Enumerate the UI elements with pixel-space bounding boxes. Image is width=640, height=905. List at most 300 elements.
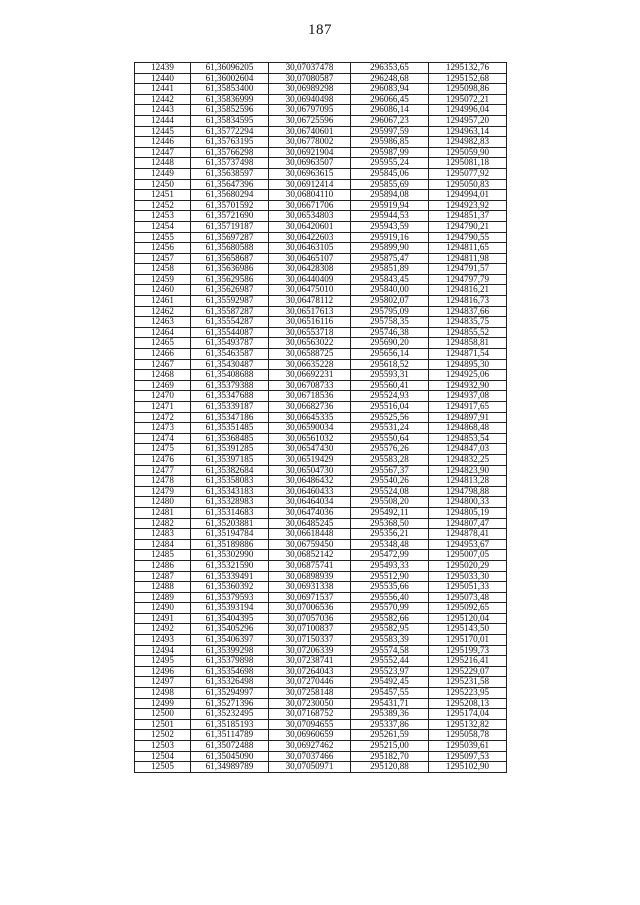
x-coordinate-cell: 295840,00 xyxy=(351,285,429,296)
table-row xyxy=(135,454,507,465)
y-coordinate-cell: 1294816,73 xyxy=(429,296,507,307)
table-row xyxy=(135,550,507,561)
table-row xyxy=(135,84,507,95)
y-coordinate-cell: 1295098,86 xyxy=(429,84,507,95)
longitude-cell: 30,06921904 xyxy=(269,147,351,158)
table-row xyxy=(135,158,507,169)
table-row xyxy=(135,115,507,126)
point-id-cell: 12465 xyxy=(135,338,191,349)
table-row xyxy=(135,423,507,434)
y-coordinate-cell: 1295058,78 xyxy=(429,730,507,741)
longitude-cell: 30,07037478 xyxy=(269,63,351,74)
longitude-cell: 30,06927462 xyxy=(269,741,351,752)
latitude-cell: 61,35766298 xyxy=(191,147,269,158)
x-coordinate-cell: 295472,99 xyxy=(351,550,429,561)
longitude-cell: 30,07206339 xyxy=(269,645,351,656)
longitude-cell: 30,06645335 xyxy=(269,412,351,423)
y-coordinate-cell: 1294982,83 xyxy=(429,137,507,148)
latitude-cell: 61,35347688 xyxy=(191,391,269,402)
point-id-cell: 12490 xyxy=(135,603,191,614)
y-coordinate-cell: 1294832,25 xyxy=(429,454,507,465)
y-coordinate-cell: 1295051,33 xyxy=(429,582,507,593)
table-row xyxy=(135,105,507,116)
latitude-cell: 61,35339187 xyxy=(191,402,269,413)
y-coordinate-cell: 1295229,07 xyxy=(429,666,507,677)
table-row xyxy=(135,370,507,381)
longitude-cell: 30,06553718 xyxy=(269,327,351,338)
latitude-cell: 61,35405296 xyxy=(191,624,269,635)
point-id-cell: 12466 xyxy=(135,349,191,360)
x-coordinate-cell: 295875,47 xyxy=(351,253,429,264)
latitude-cell: 61,35853400 xyxy=(191,84,269,95)
longitude-cell: 30,07006536 xyxy=(269,603,351,614)
point-id-cell: 12473 xyxy=(135,423,191,434)
y-coordinate-cell: 1294811,65 xyxy=(429,243,507,254)
y-coordinate-cell: 1294996,04 xyxy=(429,105,507,116)
table-row xyxy=(135,497,507,508)
longitude-cell: 30,06635228 xyxy=(269,359,351,370)
x-coordinate-cell: 295552,44 xyxy=(351,656,429,667)
table-row xyxy=(135,592,507,603)
point-id-cell: 12461 xyxy=(135,296,191,307)
latitude-cell: 61,35328983 xyxy=(191,497,269,508)
x-coordinate-cell: 295570,99 xyxy=(351,603,429,614)
latitude-cell: 61,35701592 xyxy=(191,200,269,211)
y-coordinate-cell: 1295216,41 xyxy=(429,656,507,667)
longitude-cell: 30,07100837 xyxy=(269,624,351,635)
y-coordinate-cell: 1294797,79 xyxy=(429,274,507,285)
x-coordinate-cell: 295582,66 xyxy=(351,613,429,624)
point-id-cell: 12476 xyxy=(135,454,191,465)
y-coordinate-cell: 1294895,30 xyxy=(429,359,507,370)
table-row xyxy=(135,476,507,487)
longitude-cell: 30,06708733 xyxy=(269,380,351,391)
latitude-cell: 61,35194784 xyxy=(191,529,269,540)
y-coordinate-cell: 1294932,90 xyxy=(429,380,507,391)
longitude-cell: 30,06740601 xyxy=(269,126,351,137)
y-coordinate-cell: 1294816,21 xyxy=(429,285,507,296)
x-coordinate-cell: 295516,04 xyxy=(351,402,429,413)
x-coordinate-cell: 295368,50 xyxy=(351,518,429,529)
table-row xyxy=(135,433,507,444)
latitude-cell: 61,35347186 xyxy=(191,412,269,423)
latitude-cell: 61,35737498 xyxy=(191,158,269,169)
point-id-cell: 12481 xyxy=(135,507,191,518)
longitude-cell: 30,07230050 xyxy=(269,698,351,709)
y-coordinate-cell: 1295231,58 xyxy=(429,677,507,688)
longitude-cell: 30,06516116 xyxy=(269,317,351,328)
table-row xyxy=(135,243,507,254)
point-id-cell: 12489 xyxy=(135,592,191,603)
y-coordinate-cell: 1294855,52 xyxy=(429,327,507,338)
y-coordinate-cell: 1294837,66 xyxy=(429,306,507,317)
longitude-cell: 30,06960659 xyxy=(269,730,351,741)
latitude-cell: 61,35592987 xyxy=(191,296,269,307)
x-coordinate-cell: 295457,55 xyxy=(351,688,429,699)
latitude-cell: 61,35493787 xyxy=(191,338,269,349)
table-row xyxy=(135,666,507,677)
longitude-cell: 30,06718536 xyxy=(269,391,351,402)
y-coordinate-cell: 1294853,54 xyxy=(429,433,507,444)
table-row xyxy=(135,211,507,222)
x-coordinate-cell: 296083,94 xyxy=(351,84,429,95)
longitude-cell: 30,06474036 xyxy=(269,507,351,518)
coordinates-table-body xyxy=(135,63,507,773)
table-row xyxy=(135,94,507,105)
table-row xyxy=(135,698,507,709)
table-row xyxy=(135,730,507,741)
longitude-cell: 30,06588725 xyxy=(269,349,351,360)
table-row xyxy=(135,63,507,74)
longitude-cell: 30,06671706 xyxy=(269,200,351,211)
longitude-cell: 30,06547430 xyxy=(269,444,351,455)
x-coordinate-cell: 295758,35 xyxy=(351,317,429,328)
longitude-cell: 30,07168752 xyxy=(269,709,351,720)
table-row xyxy=(135,232,507,243)
table-row xyxy=(135,391,507,402)
table-row xyxy=(135,73,507,84)
y-coordinate-cell: 1295097,53 xyxy=(429,751,507,762)
y-coordinate-cell: 1295039,61 xyxy=(429,741,507,752)
x-coordinate-cell: 295560,41 xyxy=(351,380,429,391)
y-coordinate-cell: 1294823,90 xyxy=(429,465,507,476)
longitude-cell: 30,06504730 xyxy=(269,465,351,476)
point-id-cell: 12487 xyxy=(135,571,191,582)
table-row xyxy=(135,338,507,349)
point-id-cell: 12451 xyxy=(135,190,191,201)
point-id-cell: 12478 xyxy=(135,476,191,487)
y-coordinate-cell: 1295174,04 xyxy=(429,709,507,720)
latitude-cell: 61,35658687 xyxy=(191,253,269,264)
x-coordinate-cell: 295556,40 xyxy=(351,592,429,603)
point-id-cell: 12498 xyxy=(135,688,191,699)
longitude-cell: 30,06725596 xyxy=(269,115,351,126)
point-id-cell: 12464 xyxy=(135,327,191,338)
x-coordinate-cell: 295215,00 xyxy=(351,741,429,752)
x-coordinate-cell: 295523,97 xyxy=(351,666,429,677)
y-coordinate-cell: 1294994,01 xyxy=(429,190,507,201)
x-coordinate-cell: 295690,20 xyxy=(351,338,429,349)
table-row xyxy=(135,147,507,158)
y-coordinate-cell: 1294807,47 xyxy=(429,518,507,529)
latitude-cell: 61,35232495 xyxy=(191,709,269,720)
latitude-cell: 61,35368485 xyxy=(191,433,269,444)
y-coordinate-cell: 1294953,67 xyxy=(429,539,507,550)
latitude-cell: 61,35408688 xyxy=(191,370,269,381)
point-id-cell: 12446 xyxy=(135,137,191,148)
table-row xyxy=(135,306,507,317)
y-coordinate-cell: 1295033,30 xyxy=(429,571,507,582)
x-coordinate-cell: 295987,99 xyxy=(351,147,429,158)
longitude-cell: 30,06519429 xyxy=(269,454,351,465)
x-coordinate-cell: 295492,11 xyxy=(351,507,429,518)
x-coordinate-cell: 295431,71 xyxy=(351,698,429,709)
y-coordinate-cell: 1294957,20 xyxy=(429,115,507,126)
x-coordinate-cell: 295583,39 xyxy=(351,635,429,646)
x-coordinate-cell: 295593,31 xyxy=(351,370,429,381)
latitude-cell: 61,35680588 xyxy=(191,243,269,254)
x-coordinate-cell: 295944,53 xyxy=(351,211,429,222)
longitude-cell: 30,06420601 xyxy=(269,221,351,232)
x-coordinate-cell: 295524,08 xyxy=(351,486,429,497)
x-coordinate-cell: 295894,08 xyxy=(351,190,429,201)
latitude-cell: 61,35302990 xyxy=(191,550,269,561)
latitude-cell: 61,35626987 xyxy=(191,285,269,296)
point-id-cell: 12458 xyxy=(135,264,191,275)
y-coordinate-cell: 1294790,55 xyxy=(429,232,507,243)
latitude-cell: 61,35554287 xyxy=(191,317,269,328)
latitude-cell: 61,35404395 xyxy=(191,613,269,624)
latitude-cell: 61,35399298 xyxy=(191,645,269,656)
x-coordinate-cell: 295802,07 xyxy=(351,296,429,307)
point-id-cell: 12491 xyxy=(135,613,191,624)
x-coordinate-cell: 295795,09 xyxy=(351,306,429,317)
table-row xyxy=(135,465,507,476)
table-row xyxy=(135,200,507,211)
x-coordinate-cell: 295182,70 xyxy=(351,751,429,762)
y-coordinate-cell: 1295059,90 xyxy=(429,147,507,158)
y-coordinate-cell: 1295077,92 xyxy=(429,168,507,179)
latitude-cell: 61,35834595 xyxy=(191,115,269,126)
y-coordinate-cell: 1295050,83 xyxy=(429,179,507,190)
longitude-cell: 30,07258148 xyxy=(269,688,351,699)
point-id-cell: 12480 xyxy=(135,497,191,508)
table-row xyxy=(135,613,507,624)
longitude-cell: 30,06563022 xyxy=(269,338,351,349)
x-coordinate-cell: 296248,68 xyxy=(351,73,429,84)
latitude-cell: 61,35358083 xyxy=(191,476,269,487)
y-coordinate-cell: 1295072,21 xyxy=(429,94,507,105)
longitude-cell: 30,07037466 xyxy=(269,751,351,762)
table-row xyxy=(135,507,507,518)
y-coordinate-cell: 1295199,73 xyxy=(429,645,507,656)
table-row xyxy=(135,539,507,550)
longitude-cell: 30,06682736 xyxy=(269,402,351,413)
latitude-cell: 61,35647396 xyxy=(191,179,269,190)
x-coordinate-cell: 295618,52 xyxy=(351,359,429,370)
longitude-cell: 30,06486432 xyxy=(269,476,351,487)
point-id-cell: 12470 xyxy=(135,391,191,402)
y-coordinate-cell: 1294813,28 xyxy=(429,476,507,487)
y-coordinate-cell: 1294798,88 xyxy=(429,486,507,497)
point-id-cell: 12504 xyxy=(135,751,191,762)
table-row xyxy=(135,221,507,232)
x-coordinate-cell: 295582,95 xyxy=(351,624,429,635)
y-coordinate-cell: 1295073,48 xyxy=(429,592,507,603)
point-id-cell: 12499 xyxy=(135,698,191,709)
latitude-cell: 61,35379898 xyxy=(191,656,269,667)
y-coordinate-cell: 1294878,41 xyxy=(429,529,507,540)
longitude-cell: 30,06517613 xyxy=(269,306,351,317)
longitude-cell: 30,06464034 xyxy=(269,497,351,508)
point-id-cell: 12492 xyxy=(135,624,191,635)
longitude-cell: 30,06534803 xyxy=(269,211,351,222)
latitude-cell: 61,35721690 xyxy=(191,211,269,222)
longitude-cell: 30,07264043 xyxy=(269,666,351,677)
longitude-cell: 30,06989298 xyxy=(269,84,351,95)
x-coordinate-cell: 295540,26 xyxy=(351,476,429,487)
table-row xyxy=(135,190,507,201)
y-coordinate-cell: 1294868,48 xyxy=(429,423,507,434)
latitude-cell: 61,35397185 xyxy=(191,454,269,465)
latitude-cell: 61,35544087 xyxy=(191,327,269,338)
latitude-cell: 61,36002604 xyxy=(191,73,269,84)
x-coordinate-cell: 295261,59 xyxy=(351,730,429,741)
x-coordinate-cell: 295525,56 xyxy=(351,412,429,423)
x-coordinate-cell: 295851,89 xyxy=(351,264,429,275)
y-coordinate-cell: 1295152,68 xyxy=(429,73,507,84)
table-row xyxy=(135,645,507,656)
point-id-cell: 12445 xyxy=(135,126,191,137)
latitude-cell: 61,35339491 xyxy=(191,571,269,582)
point-id-cell: 12484 xyxy=(135,539,191,550)
longitude-cell: 30,07094655 xyxy=(269,719,351,730)
point-id-cell: 12444 xyxy=(135,115,191,126)
longitude-cell: 30,06422603 xyxy=(269,232,351,243)
x-coordinate-cell: 295855,69 xyxy=(351,179,429,190)
point-id-cell: 12459 xyxy=(135,274,191,285)
x-coordinate-cell: 295337,86 xyxy=(351,719,429,730)
y-coordinate-cell: 1294917,65 xyxy=(429,402,507,413)
table-row xyxy=(135,603,507,614)
y-coordinate-cell: 1295092,65 xyxy=(429,603,507,614)
y-coordinate-cell: 1294835,75 xyxy=(429,317,507,328)
y-coordinate-cell: 1295170,01 xyxy=(429,635,507,646)
table-row xyxy=(135,688,507,699)
longitude-cell: 30,06912414 xyxy=(269,179,351,190)
latitude-cell: 61,35314683 xyxy=(191,507,269,518)
point-id-cell: 12497 xyxy=(135,677,191,688)
table-row xyxy=(135,677,507,688)
table-row xyxy=(135,486,507,497)
longitude-cell: 30,06971537 xyxy=(269,592,351,603)
longitude-cell: 30,07270446 xyxy=(269,677,351,688)
point-id-cell: 12503 xyxy=(135,741,191,752)
point-id-cell: 12482 xyxy=(135,518,191,529)
point-id-cell: 12448 xyxy=(135,158,191,169)
point-id-cell: 12500 xyxy=(135,709,191,720)
latitude-cell: 61,35321590 xyxy=(191,560,269,571)
table-row xyxy=(135,444,507,455)
y-coordinate-cell: 1295102,90 xyxy=(429,762,507,773)
y-coordinate-cell: 1294851,37 xyxy=(429,211,507,222)
point-id-cell: 12472 xyxy=(135,412,191,423)
latitude-cell: 61,34989789 xyxy=(191,762,269,773)
point-id-cell: 12468 xyxy=(135,370,191,381)
longitude-cell: 30,06804110 xyxy=(269,190,351,201)
table-row xyxy=(135,751,507,762)
x-coordinate-cell: 295843,45 xyxy=(351,274,429,285)
longitude-cell: 30,06931338 xyxy=(269,582,351,593)
y-coordinate-cell: 1294871,54 xyxy=(429,349,507,360)
table-row xyxy=(135,380,507,391)
x-coordinate-cell: 295574,58 xyxy=(351,645,429,656)
latitude-cell: 61,35382684 xyxy=(191,465,269,476)
latitude-cell: 61,35379593 xyxy=(191,592,269,603)
latitude-cell: 61,36096205 xyxy=(191,63,269,74)
x-coordinate-cell: 295524,93 xyxy=(351,391,429,402)
point-id-cell: 12441 xyxy=(135,84,191,95)
latitude-cell: 61,35393194 xyxy=(191,603,269,614)
x-coordinate-cell: 295986,85 xyxy=(351,137,429,148)
latitude-cell: 61,35697287 xyxy=(191,232,269,243)
table-row xyxy=(135,402,507,413)
longitude-cell: 30,06561032 xyxy=(269,433,351,444)
point-id-cell: 12483 xyxy=(135,529,191,540)
x-coordinate-cell: 296086,14 xyxy=(351,105,429,116)
y-coordinate-cell: 1294847,03 xyxy=(429,444,507,455)
point-id-cell: 12457 xyxy=(135,253,191,264)
latitude-cell: 61,35045090 xyxy=(191,751,269,762)
table-row xyxy=(135,327,507,338)
point-id-cell: 12454 xyxy=(135,221,191,232)
latitude-cell: 61,35351485 xyxy=(191,423,269,434)
longitude-cell: 30,07238741 xyxy=(269,656,351,667)
longitude-cell: 30,06475010 xyxy=(269,285,351,296)
longitude-cell: 30,06963615 xyxy=(269,168,351,179)
x-coordinate-cell: 295550,64 xyxy=(351,433,429,444)
table-row xyxy=(135,741,507,752)
longitude-cell: 30,07150337 xyxy=(269,635,351,646)
longitude-cell: 30,06463105 xyxy=(269,243,351,254)
longitude-cell: 30,07057036 xyxy=(269,613,351,624)
y-coordinate-cell: 1295120,04 xyxy=(429,613,507,624)
x-coordinate-cell: 295512,90 xyxy=(351,571,429,582)
y-coordinate-cell: 1294791,57 xyxy=(429,264,507,275)
longitude-cell: 30,06797095 xyxy=(269,105,351,116)
point-id-cell: 12501 xyxy=(135,719,191,730)
x-coordinate-cell: 295567,37 xyxy=(351,465,429,476)
longitude-cell: 30,06485245 xyxy=(269,518,351,529)
table-row xyxy=(135,529,507,540)
x-coordinate-cell: 295389,36 xyxy=(351,709,429,720)
x-coordinate-cell: 295535,66 xyxy=(351,582,429,593)
table-row xyxy=(135,349,507,360)
latitude-cell: 61,35326498 xyxy=(191,677,269,688)
latitude-cell: 61,35203881 xyxy=(191,518,269,529)
longitude-cell: 30,06963507 xyxy=(269,158,351,169)
point-id-cell: 12460 xyxy=(135,285,191,296)
point-id-cell: 12475 xyxy=(135,444,191,455)
point-id-cell: 12455 xyxy=(135,232,191,243)
point-id-cell: 12494 xyxy=(135,645,191,656)
table-row xyxy=(135,560,507,571)
longitude-cell: 30,06590034 xyxy=(269,423,351,434)
longitude-cell: 30,06692231 xyxy=(269,370,351,381)
y-coordinate-cell: 1294937,08 xyxy=(429,391,507,402)
longitude-cell: 30,06465107 xyxy=(269,253,351,264)
longitude-cell: 30,06618448 xyxy=(269,529,351,540)
point-id-cell: 12467 xyxy=(135,359,191,370)
table-row xyxy=(135,126,507,137)
point-id-cell: 12496 xyxy=(135,666,191,677)
table-row xyxy=(135,179,507,190)
point-id-cell: 12488 xyxy=(135,582,191,593)
latitude-cell: 61,35072488 xyxy=(191,741,269,752)
x-coordinate-cell: 295997,59 xyxy=(351,126,429,137)
y-coordinate-cell: 1295007,05 xyxy=(429,550,507,561)
x-coordinate-cell: 295845,06 xyxy=(351,168,429,179)
y-coordinate-cell: 1294897,91 xyxy=(429,412,507,423)
table-row xyxy=(135,285,507,296)
table-row xyxy=(135,518,507,529)
table-row xyxy=(135,137,507,148)
point-id-cell: 12486 xyxy=(135,560,191,571)
x-coordinate-cell: 296067,23 xyxy=(351,115,429,126)
point-id-cell: 12479 xyxy=(135,486,191,497)
point-id-cell: 12485 xyxy=(135,550,191,561)
y-coordinate-cell: 1294925,06 xyxy=(429,370,507,381)
